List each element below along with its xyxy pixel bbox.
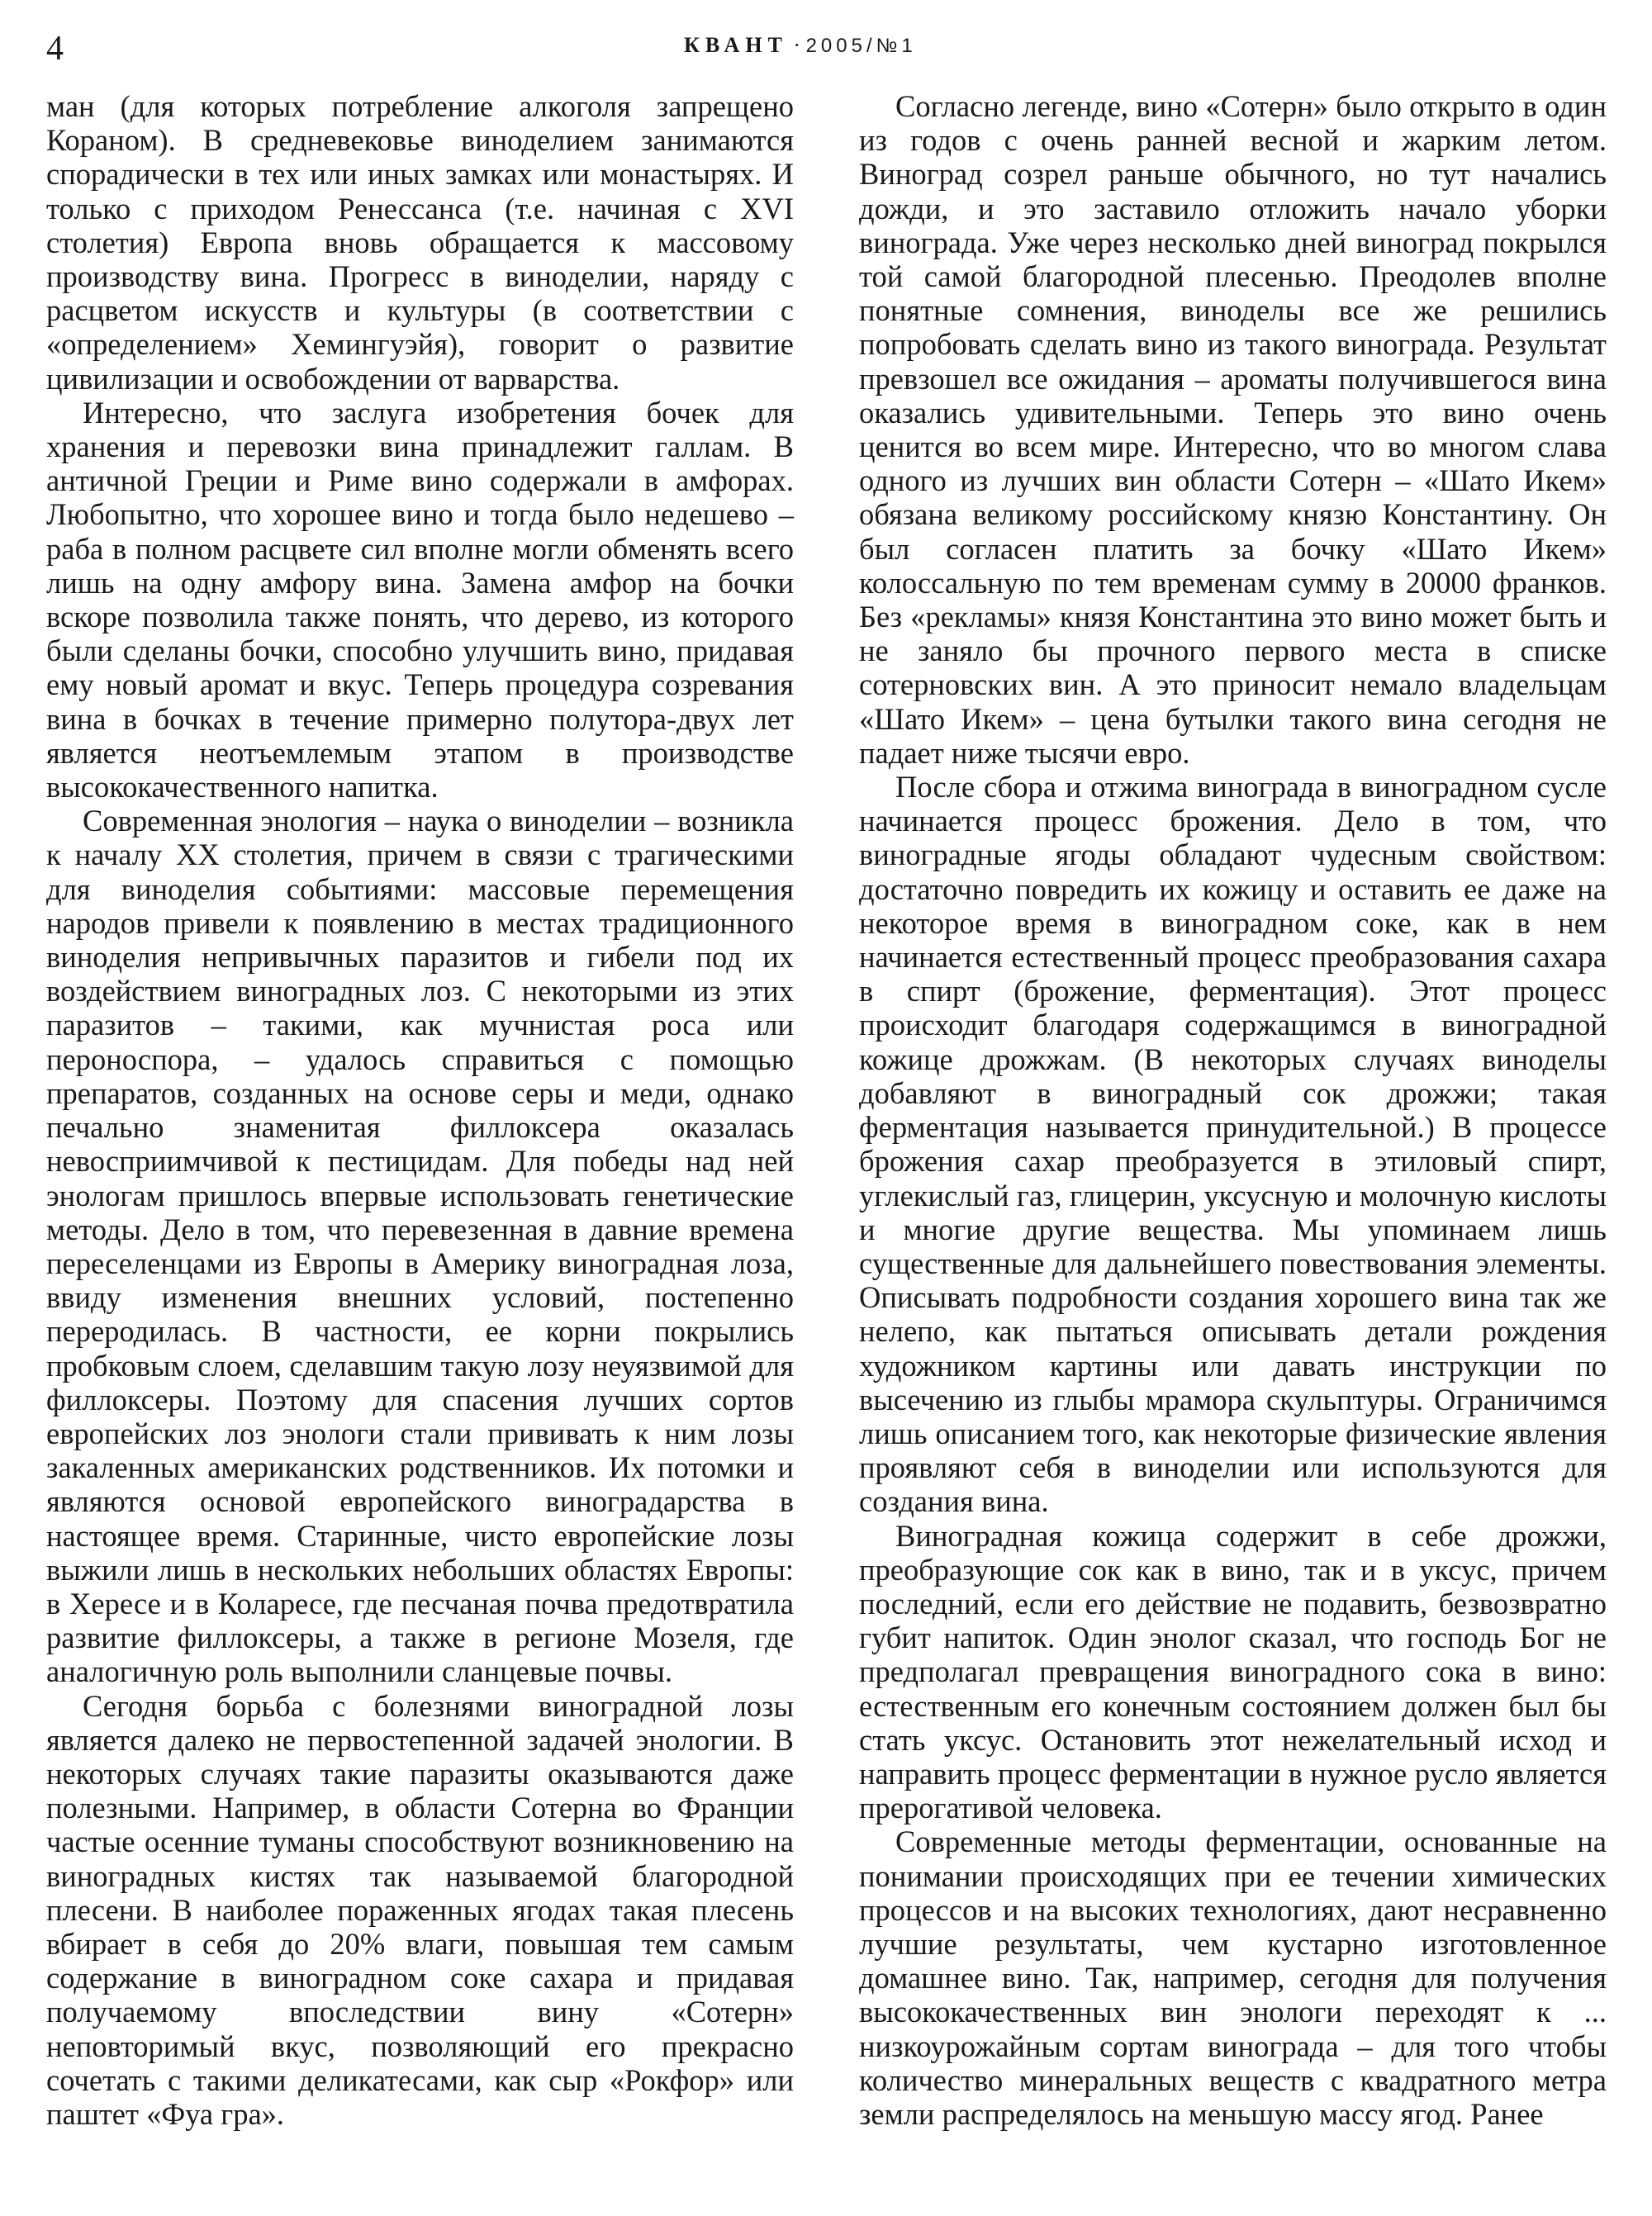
issue-number: 2005/№1 [805, 35, 917, 57]
paragraph: ман (для которых потребление алкоголя запрещено Кораном). В средневековье виноделием занимаются спорадически в тех или иных замках или монастырях. И только с приходом Ренессанса (т.е. начиная с XVI столетия) Европа вновь обращается к массовому производству вина. Прогресс в виноделии, наряду с расцветом искусств и культуры (в соответствии с «определением» Хемингуэйя), говорит о развитие цивилизации и освобождении от варварства. [46, 89, 794, 396]
paragraph: Современные методы ферментации, основанные на понимании происходящих при ее течении химических процессов и на высоких технологиях, дают несравненно лучшие результаты, чем кустарно изготовленное домашнее вино. Так, например, сегодня для получения высококачественных вин энологи переходят к ... низкоурожайным сортам винограда – для того чтобы количество минеральных веществ с квадратного метра земли распределялось на меньшую массу ягод. Ранее [859, 1825, 1607, 2131]
magazine-title: КВАНТ [684, 33, 788, 57]
left-column [46, 89, 794, 2131]
paragraph: Интересно, что заслуга изобретения бочек для хранения и перевозки вина принадлежит галлам. В античной Греции и Риме вино содержали в амфорах. Любопытно, что хорошее вино и тогда было недешево – раба в полном расцвете сил вполне могли обменять всего лишь на одну амфору вина. Замена амфор на бочки вскоре позволила также понять, что дерево, из которого были сделаны бочки, способно улучшить вино, придавая ему новый аромат и вкус. Теперь процедура созревания вина в бочках в течение примерно полутора-двух лет является неотъемлемым этапом в производстве высококачественного напитка. [46, 395, 794, 804]
paragraph: Сегодня борьба с болезнями виноградной лозы является далеко не первостепенной задачей энологии. В некоторых случаях такие паразиты оказываются даже полезными. Например, в области Сотерна во Франции частые осенние туманы способствуют возникновению на виноградных кистях так называемой благородной плесени. В наиболее пораженных ягодах такая плесень вбирает в себя до 20% влаги, повышая тем самым содержание в виноградном соке сахара и придавая получаемому впоследствии вину «Сотерн» неповторимый вкус, позволяющий его прекрасно сочетать с такими деликатесами, как сыр «Рокфор» или паштет «Фуа гра». [46, 1688, 794, 2131]
paragraph: Виноградная кожица содержит в себе дрожжи, преобразующие сок как в вино, так и в уксус, причем последний, если его действие не подавить, безвозвратно губит напиток. Один энолог сказал, что господь Бог не предполагал превращения виноградного сока в вино: естественным его конечным состоянием должен был бы стать уксус. Остановить этот нежелательный исход и направить процесс ферментации в нужное русло является прерогативой человека. [859, 1518, 1607, 1825]
running-head-separator: · [787, 33, 806, 57]
page-header [0, 0, 1652, 83]
paragraph: После сбора и отжима винограда в виноградном сусле начинается процесс брожения. Дело в том, что виноградные ягоды обладают чудесным свойством: достаточно повредить их кожицу и оставить ее даже на некоторое время в виноградном соке, как в нем начинается естественный процесс преобразования сахара в спирт (брожение, ферментация). Этот процесс происходит благодаря содержащимся в виноградной кожице дрожжам. (В некоторых случаях виноделы добавляют в виноградный сок дрожжи; такая ферментация называется принудительной.) В процессе брожения сахар преобразуется в этиловый спирт, углекислый газ, глицерин, уксусную и молочную кислоты и многие другие вещества. Мы упоминаем лишь существенные для дальнейшего повествования элементы. Описывать подробности создания хорошего вина так же нелепо, как пытаться описывать детали рождения художником картины или давать инструкции по высечению из глыбы мрамора скульптуры. Ограничимся лишь описанием того, как некоторые физические явления проявляют себя в виноделии или используются для создания вина. [859, 770, 1607, 1519]
running-head [684, 35, 917, 56]
page-number: 4 [46, 30, 64, 68]
paragraph: Согласно легенде, вино «Сотерн» было открыто в один из годов с очень ранней весной и жарким летом. Виноград созрел раньше обычного, но тут начались дожди, и это заставило отложить начало уборки винограда. Уже через несколько дней виноград покрылся той самой благородной плесенью. Преодолев вполне понятные сомнения, виноделы все же решились попробовать сделать вино из такого винограда. Результат превзошел все ожидания – ароматы получившегося вина оказались удивительными. Теперь это вино очень ценится во всем мире. Интересно, что во многом слава одного из лучших вин области Сотерн – «Шато Икем» обязана великому российскому князю Константину. Он был согласен платить за бочку «Шато Икем» колоссальную по тем временам сумму в 20000 франков. Без «рекламы» князя Константина это вино может быть и не заняло бы прочного первого места в списке сотерновских вин. А это приносит немало владельцам «Шато Икем» – цена бутылки такого вина сегодня не падает ниже тысячи евро. [859, 89, 1607, 770]
right-column [859, 89, 1607, 2131]
paragraph: Современная энология – наука о виноделии – возникла к началу XX столетия, причем в связи с трагическими для виноделия событиями: массовые перемещения народов привели к появлению в местах традиционного виноделия непривычных паразитов и гибели под их воздействием виноградных лоз. С некоторыми из этих паразитов – такими, как мучнистая роса или пероноспора, – удалось справиться с помощью препаратов, созданных на основе серы и меди, однако печально знаменитая филлоксера оказалась невосприимчивой к пестицидам. Для победы над ней энологам пришлось впервые использовать генетические методы. Дело в том, что перевезенная в давние времена переселенцами из Европы в Америку виноградная лоза, ввиду изменения внешних условий, постепенно переродилась. В частности, ее корни покрылись пробковым слоем, сделавшим такую лозу неуязвимой для филлоксеры. Поэтому для спасения лучших сортов европейских лоз энологи стали прививать к ним лозы закаленных американских родственников. Их потомки и являются основой европейского виноградарства в настоящее время. Старинные, чисто европейские лозы выжили лишь в нескольких небольших областях Европы: в Хересе и в Коларесе, где песчаная почва предотвратила развитие филлоксеры, а также в регионе Мозеля, где аналогичную роль выполнили сланцевые почвы. [46, 804, 794, 1689]
